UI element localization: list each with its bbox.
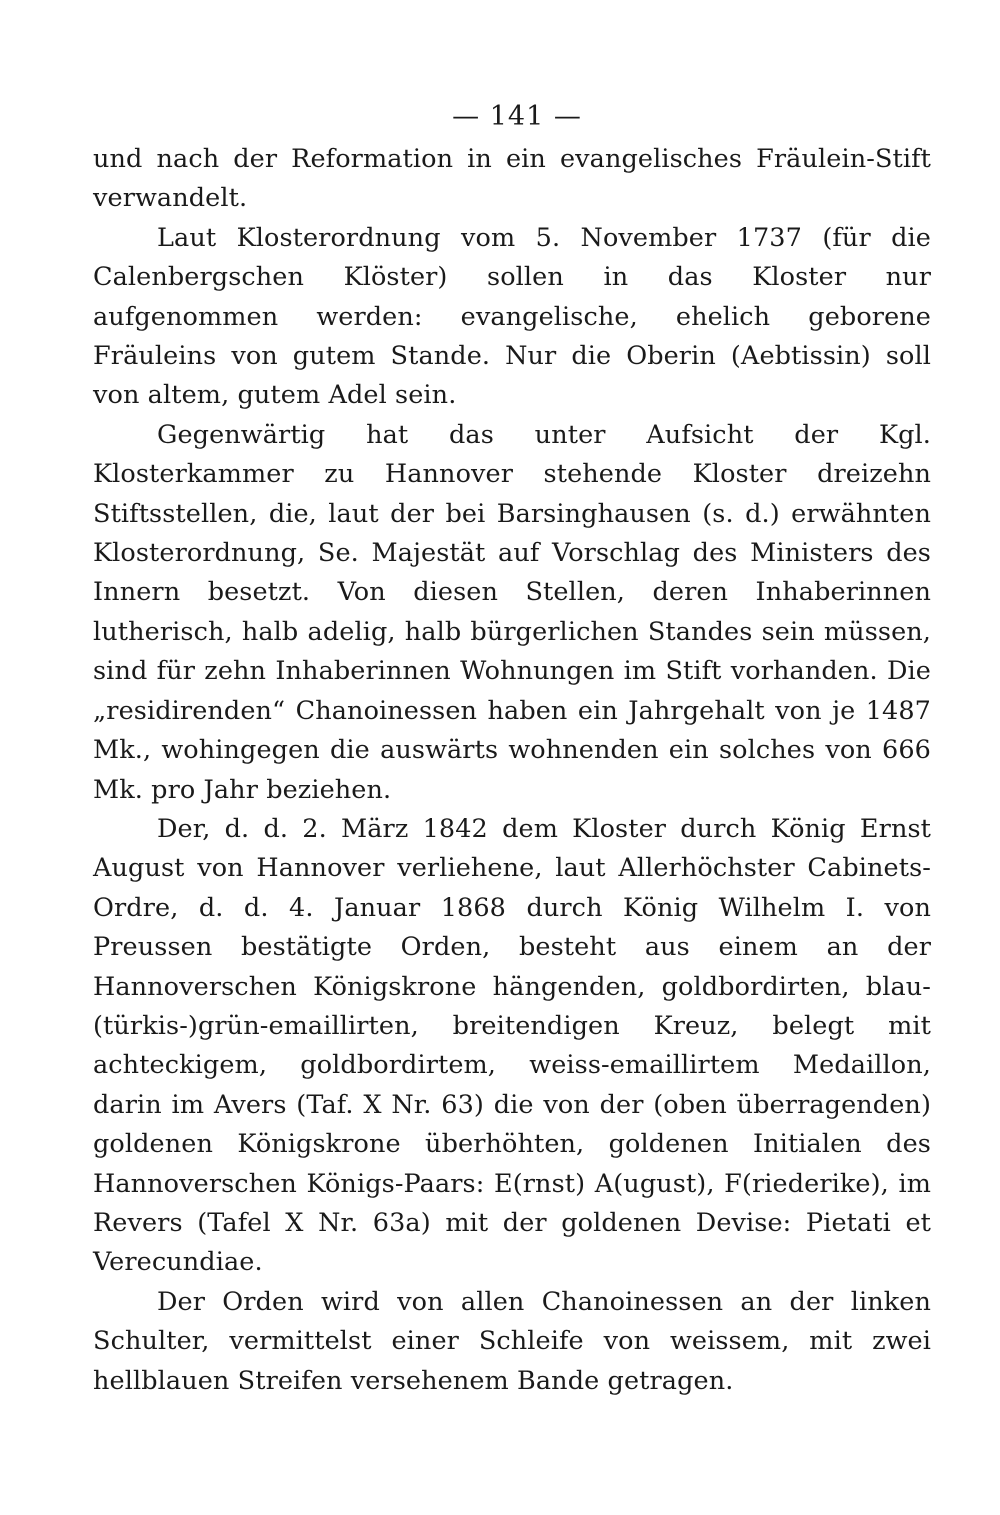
paragraph-stiftsstellen: Gegenwärtig hat das unter Aufsicht der Kgl. Klosterkammer zu Hannover stehende Kloster dreizehn Stiftsstellen, die, laut der bei Barsinghausen (s. d.) erwähnten Klosterordnung, Se. Majestät auf Vorschlag des Ministers des Innern besetzt. Von diesen Stellen, deren Inhaberinnen lutherisch, halb adelig, halb bürgerlichen Standes sein müssen, sind für zehn Inhaberinnen Wohnungen im Stift vorhanden. Die „residirenden“ Chanoinessen haben ein Jahrgehalt von je 1487 Mk., wohingegen die auswärts wohnenden ein solches von 666 Mk. pro Jahr beziehen. (93, 419, 931, 805)
book-page (93, 100, 931, 1401)
paragraph-orden: Der, d. d. 2. März 1842 dem Kloster durch König Ernst August von Hannover verliehene, laut Allerhöchster Cabinets-Ordre, d. d. 4. Januar 1868 durch König Wilhelm I. von Preussen bestätigte Orden, besteht aus einem an der Hannoverschen Königskrone hängenden, goldbordirten, blau-(türkis-)grün-emaillirten, breitendigen Kreuz, belegt mit achteckigem, goldbordirtem, weiss-emaillirtem Medaillon, darin im Avers (Taf. X Nr. 63) die von der (oben überragenden) goldenen Königskrone überhöhten, goldenen Initialen des Hannoverschen Königs-Paars: E(rnst) A(ugust), F(riederike), im Revers (Tafel X Nr. 63a) mit der goldenen Devise: Pietati et Verecundiae. (93, 813, 931, 1278)
page-number: — 141 — (452, 101, 582, 132)
paragraph-continuation: und nach der Reformation in ein evangelisches Fräulein-Stift verwandelt. (93, 144, 931, 214)
paragraph-tragen: Der Orden wird von allen Chanoinessen an der linken Schulter, vermittelst einer Schleife von weissem, mit zwei hellblauen Streifen versehenem Bande getragen. (93, 1286, 931, 1396)
paragraph-klosterordnung: Laut Klosterordnung vom 5. November 1737 (für die Calenbergschen Klöster) sollen in das Kloster nur aufgenommen werden: evangelische, ehelich geborene Fräuleins von gutem Stande. Nur die Oberin (Aebtissin) soll von altem, gutem Adel sein. (93, 222, 931, 411)
